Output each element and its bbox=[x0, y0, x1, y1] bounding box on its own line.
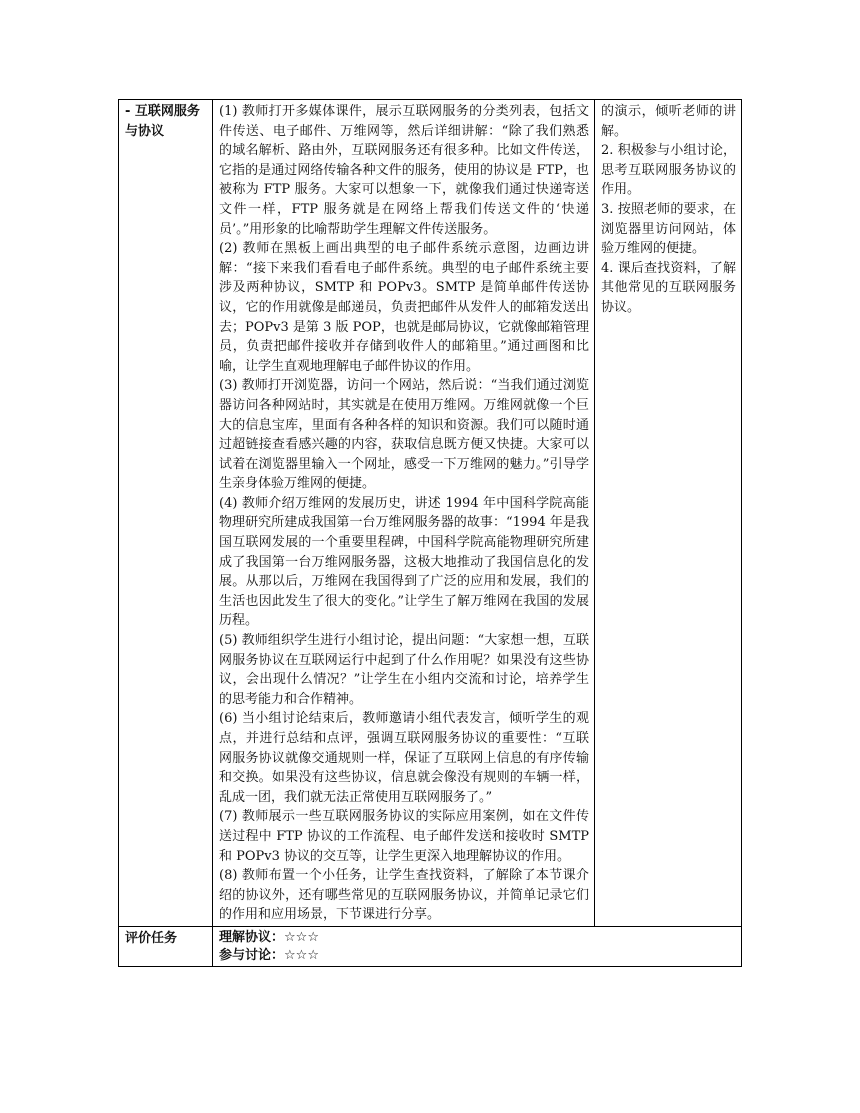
lesson-plan-table bbox=[118, 99, 742, 967]
section-label-cell bbox=[119, 100, 213, 927]
student-activities-cell bbox=[595, 100, 742, 927]
teacher-activity-1: (1) 教师打开多媒体课件，展示互联网服务的分类列表，包括文件传送、电子邮件、万维网等，然后详细讲解：“除了我们熟悉的域名解析、路由外，互联网服务还有很多种。比如文件传送，它指的是通过网络传输各种文件的服务，使用的协议是 FTP，也被称为 FTP 服务。大家可以想象一下，就像我们通过快递寄送文件一样，FTP 服务就是在网络上帮我们传送文件的‘快递员’。”用形象的比喻帮助学生理解文件传送服务。 bbox=[219, 104, 589, 237]
teacher-activity-7: (7) 教师展示一些互联网服务协议的实际应用案例，如在文件传送过程中 FTP 协议的工作流程、电子邮件发送和接收时 SMTP 和 POPv3 协议的交互等，让学生更深入地理解协议的作用。 bbox=[219, 809, 589, 864]
teacher-activity-5: (5) 教师组织学生进行小组讨论，提出问题：“大家想一想，互联网服务协议在互联网运行中起到了什么作用呢？如果没有这些协议，会出现什么情况？”让学生在小组内交流和讨论，培养学生的思考能力和合作精神。 bbox=[219, 633, 589, 707]
evaluation-item bbox=[219, 929, 736, 947]
evaluation-label-cell bbox=[119, 926, 213, 966]
student-activity-2: 2. 积极参与小组讨论，思考互联网服务协议的作用。 bbox=[601, 143, 736, 198]
section-label: - 互联网服务与协议 bbox=[125, 104, 200, 139]
student-activity-4: 4. 课后查找资料，了解其他常见的互联网服务协议。 bbox=[601, 260, 736, 315]
teacher-activity-3: (3) 教师打开浏览器，访问一个网站，然后说：“当我们通过浏览器访问各种网站时，其实就是在使用万维网。万维网就像一个巨大的信息宝库，里面有各种各样的知识和资源。我们可以随时通过超链接查看感兴趣的内容，获取信息既方便又快捷。大家可以试着在浏览器里输入一个网址，感受一下万维网的魅力。”引导学生亲身体验万维网的便捷。 bbox=[219, 378, 589, 492]
evaluation-item-name: 参与讨论： bbox=[219, 947, 285, 963]
teacher-activity-8: (8) 教师布置一个小任务，让学生查找资料，了解除了本节课介绍的协议外，还有哪些常见的互联网服务协议，并简单记录它们的作用和应用场景，下节课进行分享。 bbox=[219, 868, 589, 923]
star-rating: ☆☆☆ bbox=[284, 947, 319, 963]
teacher-activity-6: (6) 当小组讨论结束后，教师邀请小组代表发言，倾听学生的观点，并进行总结和点评，强调互联网服务协议的重要性：“互联网服务协议就像交通规则一样，保证了互联网上信息的有序传输和交换。如果没有这些协议，信息就会像没有规则的车辆一样，乱成一团，我们就无法正常使用互联网服务了。” bbox=[219, 711, 589, 805]
student-activity-3: 3. 按照老师的要求，在浏览器里访问网站，体验万维网的便捷。 bbox=[601, 201, 736, 257]
content-row bbox=[119, 100, 742, 927]
evaluation-item bbox=[219, 947, 736, 965]
evaluation-label: 评价任务 bbox=[125, 930, 178, 946]
evaluation-items-cell bbox=[213, 926, 742, 966]
evaluation-row bbox=[119, 926, 742, 966]
teacher-activity-4: (4) 教师介绍万维网的发展历史，讲述 1994 年中国科学院高能物理研究所建成我国第一台万维网服务器的故事：“1994 年是我国互联网发展的一个重要里程碑，中国科学院高能物理研究所建成了我国第一台万维网服务器，这极大地推动了我国信息化的发展。从那以后，万维网在我国得到了广泛的应用和发展，我们的生活也因此发生了很大的变化。”让学生了解万维网在我国的发展历程。 bbox=[219, 495, 589, 629]
teacher-activity-2: (2) 教师在黑板上画出典型的电子邮件系统示意图，边画边讲解：“接下来我们看看电子邮件系统。典型的电子邮件系统主要涉及两种协议，SMTP 和 POPv3。SMTP 是简单邮件传送协议，它的作用就像是邮递员，负责把邮件从发件人的邮箱发送出去；POPv3 是第 3 版 POP，也就是邮局协议，它就像邮箱管理员，负责把邮件接收并存储到收件人的邮箱里。”通过画图和比喻，让学生直观地理解电子邮件协议的作用。 bbox=[219, 241, 589, 374]
evaluation-item-name: 理解协议： bbox=[219, 929, 285, 945]
star-rating: ☆☆☆ bbox=[284, 929, 319, 945]
student-activity-1: 的演示，倾听老师的讲解。 bbox=[601, 104, 736, 139]
teacher-activities-cell bbox=[213, 100, 595, 927]
